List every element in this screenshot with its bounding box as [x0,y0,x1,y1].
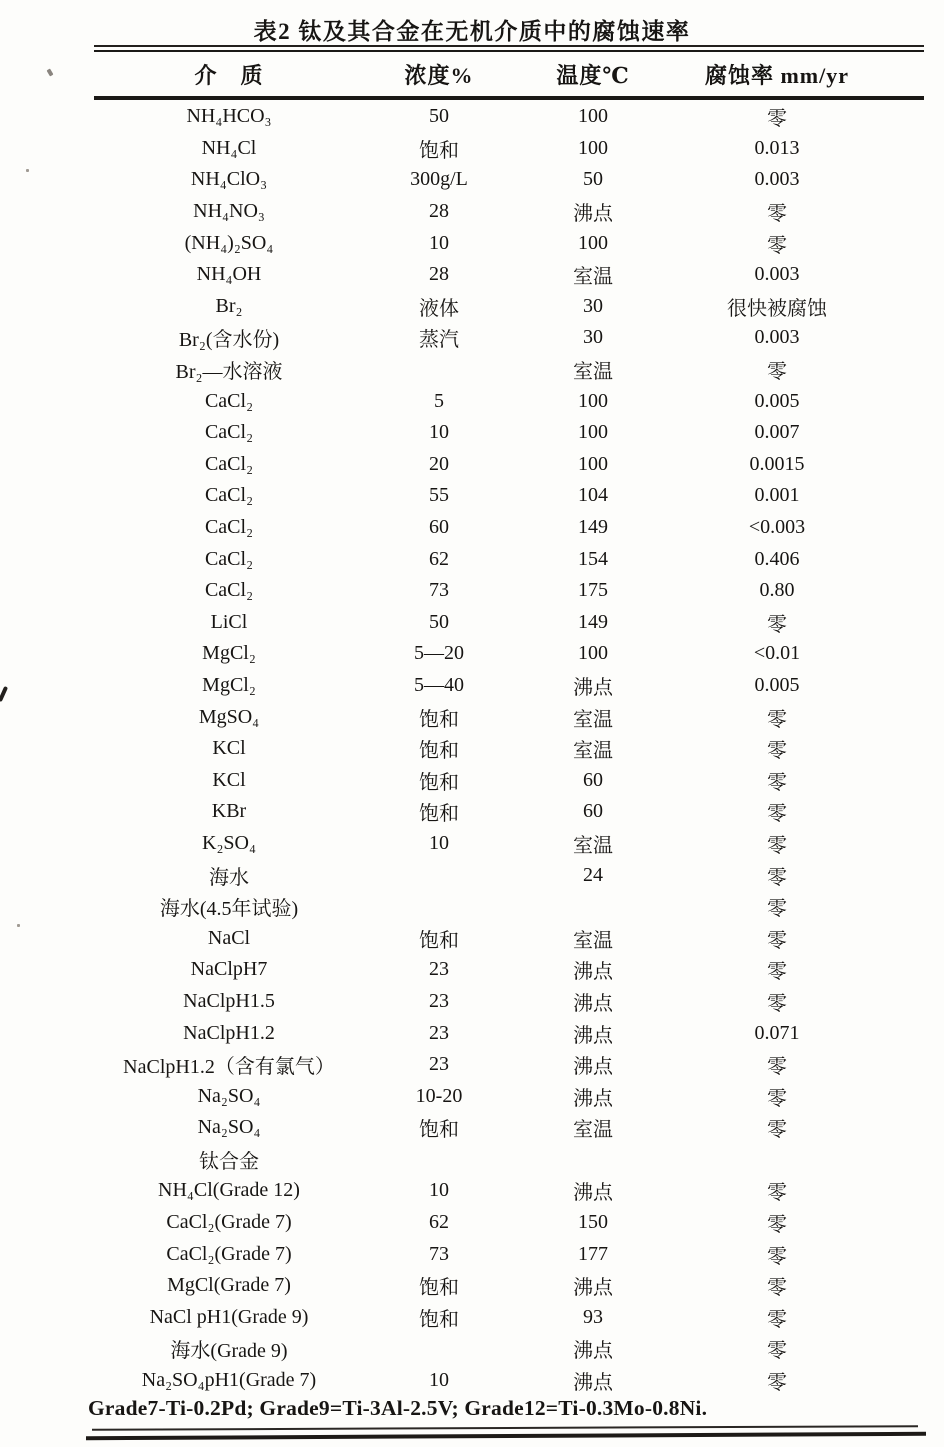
cell-concentration: 23 [429,989,449,1012]
cell-medium: CaCl₂ [204,421,254,444]
cell-temperature: 室温 [573,1119,613,1142]
cell-corrosion-rate: 零 [767,961,787,984]
cell-concentration: 5—40 [414,673,464,696]
cell-temperature: 104 [578,484,608,507]
cell-medium: Br₂(含水份) [178,329,280,352]
footnote-underline [92,1425,918,1431]
table-row [94,1049,924,1081]
cell-concentration: 60 [429,516,449,539]
cell-medium: CaCl₂ [204,579,254,602]
cell-temperature: 177 [578,1242,608,1265]
scan-speck [26,169,29,172]
cell-medium: KCl [212,768,246,791]
cell-concentration: 液体 [419,297,459,320]
cell-corrosion-rate: 0.0015 [749,452,805,475]
cell-medium: 海水 [209,866,249,889]
cell-temperature: 100 [578,389,608,412]
scan-artifact-margin-mark [0,686,8,702]
table-row [94,480,924,512]
cell-corrosion-rate: 0.003 [754,168,800,191]
cell-concentration: 50 [429,610,449,633]
cell-concentration: 50 [429,105,449,128]
table-row [94,385,924,417]
cell-corrosion-rate: 0.003 [754,263,800,286]
cell-concentration: 73 [429,1242,449,1265]
cell-medium: CaCl₂ [204,516,254,539]
cell-medium: CaCl₂(Grade 7) [166,1211,292,1234]
cell-medium: Na₂SO₄pH1(Grade 7) [141,1369,317,1392]
cell-medium: MgCl₂ [202,673,256,696]
cell-concentration: 5—20 [414,642,464,665]
cell-corrosion-rate: 0.013 [754,136,800,159]
cell-temperature: 沸点 [573,1277,613,1300]
cell-concentration: 300g/L [410,168,468,191]
cell-medium: NaClpH1.2（含有氯气） [123,1056,335,1079]
cell-concentration: 20 [429,452,449,475]
cell-temperature: 149 [578,610,608,633]
cell-medium: NaCl pH1(Grade 9) [149,1305,309,1328]
table-row [94,354,924,386]
column-header-temperature: 温度℃ [556,62,630,88]
column-header-concentration: 浓度% [404,62,474,88]
cell-corrosion-rate: <0.003 [748,516,806,539]
table-bottom-rule [86,1432,926,1440]
cell-corrosion-rate: 0.071 [754,1021,800,1044]
cell-medium: CaCl₂ [204,484,254,507]
table-row [94,101,924,133]
cell-concentration: 62 [429,547,449,570]
cell-corrosion-rate: 0.005 [754,673,800,696]
table-row [94,164,924,196]
cell-medium: Br₂—水溶液 [175,361,283,384]
cell-medium: Na₂SO₄ [197,1084,261,1107]
table-header-row [94,52,924,96]
table-row [94,607,924,639]
grade-footnote: Grade7-Ti-0.2Pd; Grade9=Ti-3Al-2.5V; Grade12=Ti-0.3Mo-0.8Ni. [88,1396,708,1420]
cell-concentration: 62 [429,1211,449,1234]
cell-concentration: 10 [429,421,449,444]
cell-medium: 海水(4.5年试验) [159,898,299,921]
cell-temperature: 沸点 [573,1182,613,1205]
cell-medium: 钛合金 [199,1150,259,1173]
column-header-corrosion-rate: 腐蚀率 mm/yr [704,62,850,88]
table-row [94,1017,924,1049]
cell-temperature: 室温 [573,929,613,952]
cell-temperature: 沸点 [573,992,613,1015]
table-row [94,1333,924,1365]
cell-corrosion-rate: 零 [767,740,787,763]
cell-temperature: 沸点 [573,1087,613,1110]
cell-corrosion-rate: 零 [767,1277,787,1300]
cell-concentration: 饱和 [419,740,459,763]
table-row [94,891,924,923]
cell-temperature: 室温 [573,834,613,857]
cell-medium: NaCl [207,926,251,949]
table-row [94,512,924,544]
cell-corrosion-rate: 零 [767,1214,787,1237]
cell-concentration: 饱和 [419,708,459,731]
cell-corrosion-rate: 零 [767,1182,787,1205]
table-row [94,764,924,796]
table-row [94,796,924,828]
table-row [94,1207,924,1239]
cell-corrosion-rate: 很快被腐蚀 [727,297,827,320]
cell-corrosion-rate: 零 [767,613,787,636]
cell-temperature: 100 [578,421,608,444]
cell-medium: NH₄NO₃ [193,200,265,223]
table-row [94,1175,924,1207]
cell-medium: MgSO₄ [198,705,260,728]
cell-concentration: 饱和 [419,929,459,952]
cell-corrosion-rate: 零 [767,1308,787,1331]
cell-corrosion-rate: 零 [767,834,787,857]
cell-corrosion-rate: 零 [767,234,787,257]
cell-corrosion-rate: 0.001 [754,484,800,507]
cell-corrosion-rate: 零 [767,708,787,731]
table-row [94,575,924,607]
table-row [94,259,924,291]
cell-medium: NH₄HCO₃ [186,105,272,128]
cell-concentration: 10 [429,831,449,854]
cell-concentration: 饱和 [419,1277,459,1300]
cell-concentration: 73 [429,579,449,602]
cell-concentration: 饱和 [419,803,459,826]
cell-corrosion-rate: 0.007 [754,421,800,444]
cell-temperature: 175 [578,579,608,602]
cell-temperature: 24 [583,863,603,886]
cell-temperature: 30 [583,294,603,317]
table-row [94,133,924,165]
cell-concentration: 10 [429,1179,449,1202]
cell-corrosion-rate: 零 [767,803,787,826]
cell-corrosion-rate: 零 [767,1087,787,1110]
table-row [94,1365,924,1397]
cell-temperature: 沸点 [573,203,613,226]
table-row [94,227,924,259]
cell-medium: CaCl₂ [204,389,254,412]
cell-temperature: 50 [583,168,603,191]
cell-medium: KCl [212,737,246,760]
table-row [94,1270,924,1302]
cell-concentration: 5 [434,389,444,412]
table-row [94,196,924,228]
cell-concentration: 23 [429,1021,449,1044]
cell-concentration: 55 [429,484,449,507]
cell-concentration: 饱和 [419,771,459,794]
cell-corrosion-rate: 0.005 [754,389,800,412]
cell-concentration: 饱和 [419,1119,459,1142]
cell-temperature: 100 [578,452,608,475]
cell-corrosion-rate: 零 [767,1340,787,1363]
cell-medium: CaCl₂(Grade 7) [166,1242,292,1265]
cell-concentration: 10 [429,231,449,254]
corrosion-rate-table [94,45,924,1396]
cell-concentration: 28 [429,200,449,223]
table-row [94,543,924,575]
cell-medium: MgCl₂ [202,642,256,665]
cell-medium: NH₄ClO₃ [190,168,268,191]
cell-medium: 海水(Grade 9) [170,1340,288,1363]
table-row [94,1112,924,1144]
cell-temperature: 沸点 [573,1024,613,1047]
cell-medium: Br₂ [215,294,243,317]
cell-temperature: 室温 [573,740,613,763]
scan-speck [17,924,20,927]
table-title: 表2 钛及其合金在无机介质中的腐蚀速率 [253,19,691,44]
cell-corrosion-rate: 零 [767,1245,787,1268]
cell-corrosion-rate: 0.003 [754,326,800,349]
cell-temperature: 沸点 [573,1056,613,1079]
table-row [94,986,924,1018]
cell-corrosion-rate: <0.01 [753,642,801,665]
cell-concentration: 饱和 [419,1308,459,1331]
table-row [94,828,924,860]
cell-medium: (NH₄)₂SO₄ [184,231,274,254]
cell-corrosion-rate: 零 [767,108,787,131]
cell-medium: NaClpH1.2 [183,1021,275,1044]
cell-temperature: 149 [578,516,608,539]
table-row [94,954,924,986]
table-row [94,1144,924,1176]
cell-medium: CaCl₂ [204,547,254,570]
cell-medium: NH₄OH [196,263,262,286]
cell-temperature: 93 [583,1305,603,1328]
table-row [94,1302,924,1334]
cell-concentration: 10 [429,1369,449,1392]
table-row [94,417,924,449]
table-row [94,859,924,891]
table-row [94,701,924,733]
table-row [94,291,924,323]
cell-corrosion-rate: 零 [767,361,787,384]
cell-concentration: 蒸汽 [419,329,459,352]
cell-corrosion-rate: 零 [767,1372,787,1395]
table-row [94,638,924,670]
table-row [94,1238,924,1270]
cell-medium: MgCl(Grade 7) [167,1274,291,1297]
cell-temperature: 100 [578,231,608,254]
table-row [94,922,924,954]
cell-corrosion-rate: 零 [767,1056,787,1079]
cell-concentration: 10-20 [415,1084,463,1107]
cell-corrosion-rate: 零 [767,929,787,952]
column-header-medium: 介 质 [194,62,264,88]
cell-medium: NH₄Cl(Grade 12) [158,1179,300,1202]
cell-medium: K₂SO₄ [202,831,256,854]
table-row [94,322,924,354]
cell-corrosion-rate: 零 [767,203,787,226]
table-row [94,733,924,765]
cell-concentration: 28 [429,263,449,286]
cell-corrosion-rate: 零 [767,898,787,921]
cell-concentration: 23 [429,1053,449,1076]
cell-temperature: 沸点 [573,961,613,984]
cell-temperature: 沸点 [573,1340,613,1363]
cell-medium: CaCl₂ [204,452,254,475]
cell-temperature: 100 [578,136,608,159]
cell-medium: LiCl [210,610,248,633]
table-row [94,449,924,481]
cell-corrosion-rate: 0.80 [759,579,795,602]
cell-corrosion-rate: 零 [767,866,787,889]
cell-temperature: 室温 [573,266,613,289]
cell-medium: NaClpH1.5 [183,989,275,1012]
cell-medium: Na₂SO₄ [197,1116,261,1139]
cell-temperature: 室温 [573,361,613,384]
cell-corrosion-rate: 零 [767,992,787,1015]
cell-temperature: 室温 [573,708,613,731]
cell-temperature: 150 [578,1211,608,1234]
cell-corrosion-rate: 0.406 [754,547,800,570]
cell-concentration: 饱和 [419,139,459,162]
cell-temperature: 沸点 [573,1372,613,1395]
cell-temperature: 60 [583,768,603,791]
cell-temperature: 100 [578,105,608,128]
cell-temperature: 30 [583,326,603,349]
scan-speck [47,68,54,76]
cell-temperature: 60 [583,800,603,823]
cell-corrosion-rate: 零 [767,771,787,794]
table-row [94,670,924,702]
cell-medium: NH₄Cl [201,136,257,159]
cell-temperature: 沸点 [573,676,613,699]
table-row [94,1080,924,1112]
cell-medium: KBr [211,800,247,823]
cell-corrosion-rate: 零 [767,1119,787,1142]
table-body [94,100,924,1396]
cell-temperature: 154 [578,547,608,570]
cell-medium: NaClpH7 [190,958,268,981]
cell-concentration: 23 [429,958,449,981]
cell-temperature: 100 [578,642,608,665]
